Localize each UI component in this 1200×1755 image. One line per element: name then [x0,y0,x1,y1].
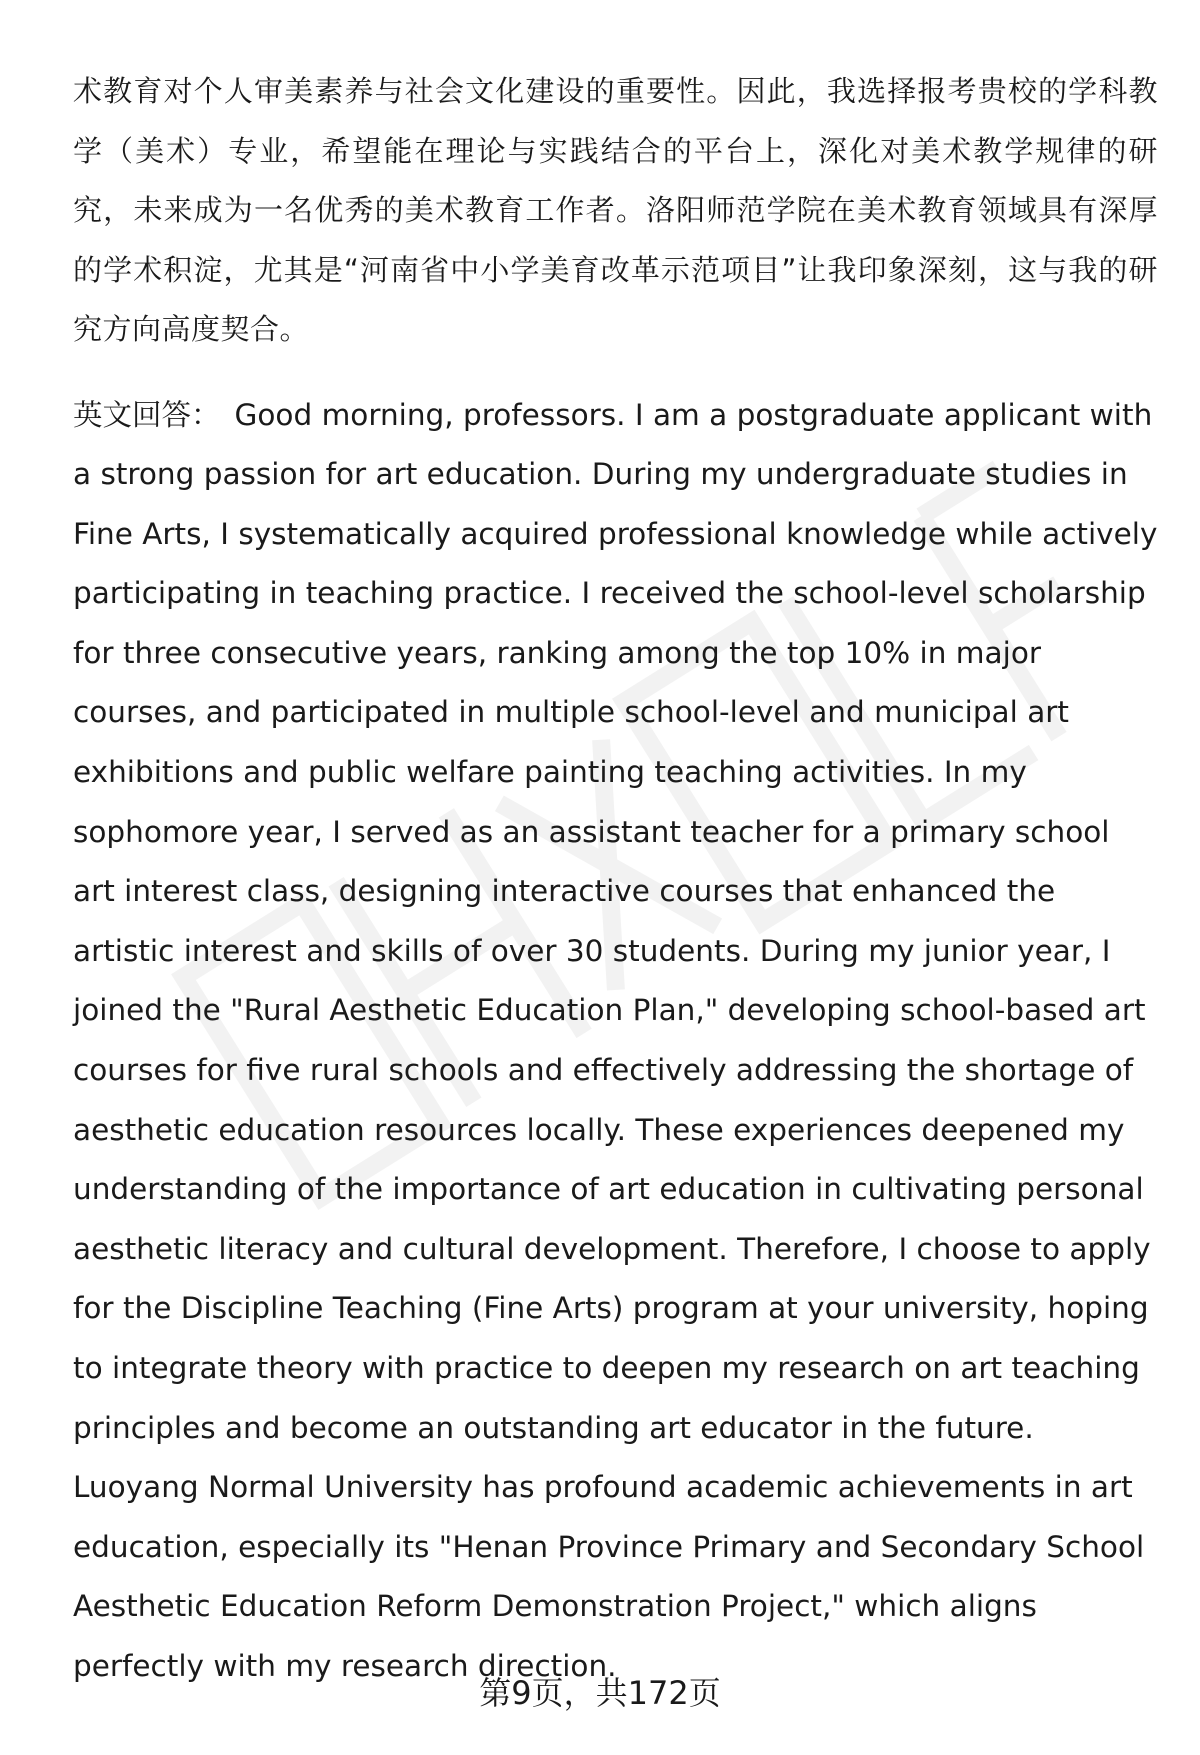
document-body [73,62,1158,1697]
english-answer-text: Good morning, professors. I am a postgraduate applicant with a strong passion for art education. During my undergraduate studies in Fine Arts, I systematically acquired professional knowledge while actively participating in teaching practice. I received the school-level scholarship for three consecutive years, ranking among the top 10% in major courses, and participated in multiple school-level and municipal art exhibitions and public welfare painting teaching activities. In my sophomore year, I served as an assistant teacher for a primary school art interest class, designing interactive courses that enhanced the artistic interest and skills of over 30 students. During my junior year, I joined the "Rural Aesthetic Education Plan," developing school-based art courses for five rural schools and effectively addressing the shortage of aesthetic education resources locally. These experiences deepened my understanding of the importance of art education in cultivating personal aesthetic literacy and cultural development. Therefore, I choose to apply for the Discipline Teaching (Fine Arts) program at your university, hoping to integrate theory with practice to deepen my research on art teaching principles and become an outstanding art educator in the future. Luoyang Normal University has profound academic achievements in art education, especially its "Henan Province Primary and Secondary School Aesthetic Education Reform Demonstration Project," which aligns perfectly with my research direction. [73,397,1158,1683]
chinese-answer-paragraph: 术教育对个人审美素养与社会文化建设的重要性。因此，我选择报考贵校的学科教学（美术）专业，希望能在理论与实践结合的平台上，深化对美术教学规律的研究，未来成为一名优秀的美术教育工作者。洛阳师范学院在美术教育领域具有深厚的学术积淀，尤其是“河南省中小学美育改革示范项目”让我印象深刻，这与我的研究方向高度契合。 [73,74,1158,346]
english-answer-paragraph [73,386,1158,1697]
english-answer-label: 英文回答： [73,397,221,432]
page-number-footer: 第9页，共172页 [479,1674,721,1712]
